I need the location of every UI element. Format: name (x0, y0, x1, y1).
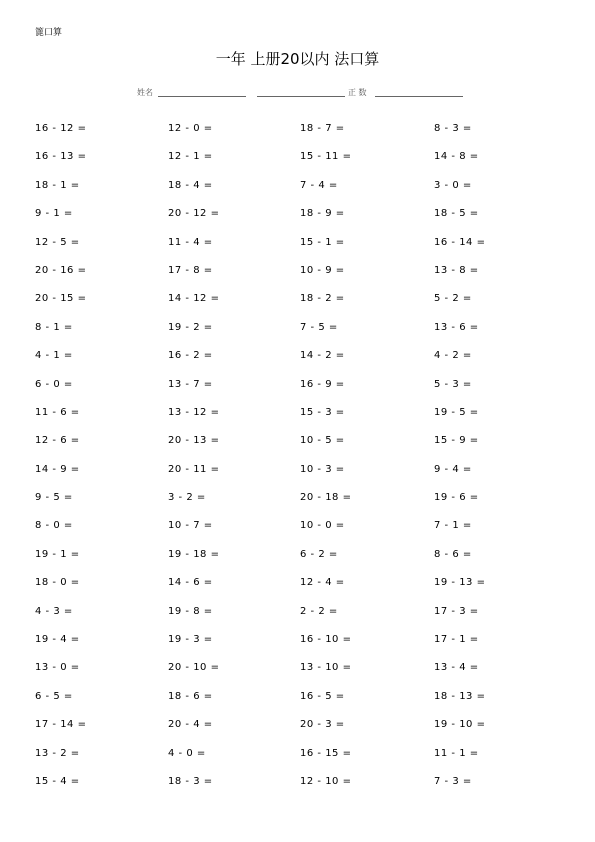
problem-item: 15 - 9 = (434, 435, 479, 447)
problem-item: 5 - 3 = (434, 378, 472, 390)
problem-item: 16 - 13 = (35, 151, 87, 163)
problem-item: 10 - 9 = (300, 264, 345, 276)
problem-item: 13 - 12 = (168, 406, 220, 418)
problem-item: 14 - 12 = (168, 293, 220, 305)
problem-item: 18 - 3 = (168, 775, 213, 787)
problem-item: 11 - 1 = (434, 747, 479, 759)
problem-item: 12 - 10 = (300, 775, 352, 787)
problem-item: 11 - 4 = (168, 236, 213, 248)
problem-item: 18 - 1 = (35, 179, 80, 191)
problem-item: 2 - 2 = (300, 605, 338, 617)
problem-item: 13 - 8 = (434, 264, 479, 276)
problem-item: 18 - 4 = (168, 179, 213, 191)
problem-item: 20 - 18 = (300, 492, 352, 504)
problem-item: 19 - 3 = (168, 634, 213, 646)
problem-item: 20 - 15 = (35, 293, 87, 305)
problem-item: 7 - 3 = (434, 775, 472, 787)
problem-item: 19 - 6 = (434, 492, 479, 504)
problem-item: 20 - 11 = (168, 463, 220, 475)
problem-item: 19 - 1 = (35, 548, 80, 560)
problem-item: 19 - 2 = (168, 321, 213, 333)
problem-item: 12 - 0 = (168, 123, 213, 134)
problem-item: 3 - 0 = (434, 179, 472, 191)
problem-item: 16 - 12 = (35, 123, 87, 134)
problem-item: 9 - 4 = (434, 463, 472, 475)
problem-item: 15 - 4 = (35, 775, 80, 787)
problem-item: 18 - 5 = (434, 208, 479, 220)
problem-item: 8 - 0 = (35, 520, 73, 532)
problem-item: 8 - 6 = (434, 548, 472, 560)
problem-item: 19 - 13 = (434, 577, 486, 589)
score-label: 正 数 (348, 88, 367, 97)
problem-item: 19 - 10 = (434, 719, 486, 731)
problem-item: 10 - 7 = (168, 520, 213, 532)
problem-item: 12 - 5 = (35, 236, 80, 248)
problem-item: 17 - 8 = (168, 264, 213, 276)
problem-item: 10 - 3 = (300, 463, 345, 475)
problem-item: 20 - 16 = (35, 264, 87, 276)
problem-item: 13 - 6 = (434, 321, 479, 333)
problem-item: 13 - 7 = (168, 378, 213, 390)
problem-item: 20 - 12 = (168, 208, 220, 220)
score-field-line[interactable] (375, 96, 463, 97)
worksheet-category-label: 篦口算 (35, 28, 63, 38)
problem-item: 13 - 4 = (434, 662, 479, 674)
problem-item: 4 - 3 = (35, 605, 73, 617)
name-field-line[interactable] (158, 96, 246, 97)
problem-item: 16 - 15 = (300, 747, 352, 759)
problem-item: 4 - 1 = (35, 350, 73, 362)
problem-item: 6 - 2 = (300, 548, 338, 560)
problem-item: 15 - 1 = (300, 236, 345, 248)
problem-item: 3 - 2 = (168, 492, 206, 504)
problem-item: 19 - 4 = (35, 634, 80, 646)
problem-item: 16 - 9 = (300, 378, 345, 390)
problem-item: 16 - 2 = (168, 350, 213, 362)
problem-item: 18 - 2 = (300, 293, 345, 305)
problem-item: 10 - 5 = (300, 435, 345, 447)
problem-item: 12 - 4 = (300, 577, 345, 589)
problem-item: 18 - 13 = (434, 690, 486, 702)
blank-field-line[interactable] (257, 96, 345, 97)
problem-item: 16 - 5 = (300, 690, 345, 702)
problem-item: 8 - 1 = (35, 321, 73, 333)
problem-item: 20 - 13 = (168, 435, 220, 447)
problem-item: 14 - 8 = (434, 151, 479, 163)
problem-item: 16 - 10 = (300, 634, 352, 646)
problem-item: 6 - 0 = (35, 378, 73, 390)
problem-item: 16 - 14 = (434, 236, 486, 248)
problem-item: 12 - 6 = (35, 435, 80, 447)
worksheet-title: 一年 上册20以内 法口算 (215, 50, 380, 68)
problem-item: 18 - 7 = (300, 123, 345, 134)
problem-item: 19 - 8 = (168, 605, 213, 617)
problem-item: 8 - 3 = (434, 123, 472, 134)
problem-item: 13 - 2 = (35, 747, 80, 759)
problem-item: 20 - 10 = (168, 662, 220, 674)
problem-item: 17 - 3 = (434, 605, 479, 617)
problem-grid (35, 121, 575, 802)
problem-item: 18 - 0 = (35, 577, 80, 589)
problem-item: 14 - 2 = (300, 350, 345, 362)
problem-item: 12 - 1 = (168, 151, 213, 163)
problem-item: 18 - 6 = (168, 690, 213, 702)
problem-item: 20 - 3 = (300, 719, 345, 731)
problem-item: 4 - 2 = (434, 350, 472, 362)
problem-item: 7 - 4 = (300, 179, 338, 191)
problem-item: 14 - 6 = (168, 577, 213, 589)
problem-item: 7 - 1 = (434, 520, 472, 532)
problem-item: 19 - 5 = (434, 406, 479, 418)
name-label: 姓名 (137, 88, 153, 97)
problem-item: 4 - 0 = (168, 747, 206, 759)
problem-item: 9 - 5 = (35, 492, 73, 504)
problem-item: 6 - 5 = (35, 690, 73, 702)
problem-item: 20 - 4 = (168, 719, 213, 731)
problem-item: 13 - 0 = (35, 662, 80, 674)
problem-item: 17 - 14 = (35, 719, 87, 731)
problem-item: 10 - 0 = (300, 520, 345, 532)
problem-item: 5 - 2 = (434, 293, 472, 305)
student-info-row (0, 87, 595, 101)
problem-item: 18 - 9 = (300, 208, 345, 220)
problem-item: 19 - 18 = (168, 548, 220, 560)
problem-item: 14 - 9 = (35, 463, 80, 475)
problem-item: 11 - 6 = (35, 406, 80, 418)
problem-item: 15 - 11 = (300, 151, 352, 163)
problem-item: 17 - 1 = (434, 634, 479, 646)
problem-item: 7 - 5 = (300, 321, 338, 333)
problem-item: 9 - 1 = (35, 208, 73, 220)
problem-item: 13 - 10 = (300, 662, 352, 674)
problem-item: 15 - 3 = (300, 406, 345, 418)
